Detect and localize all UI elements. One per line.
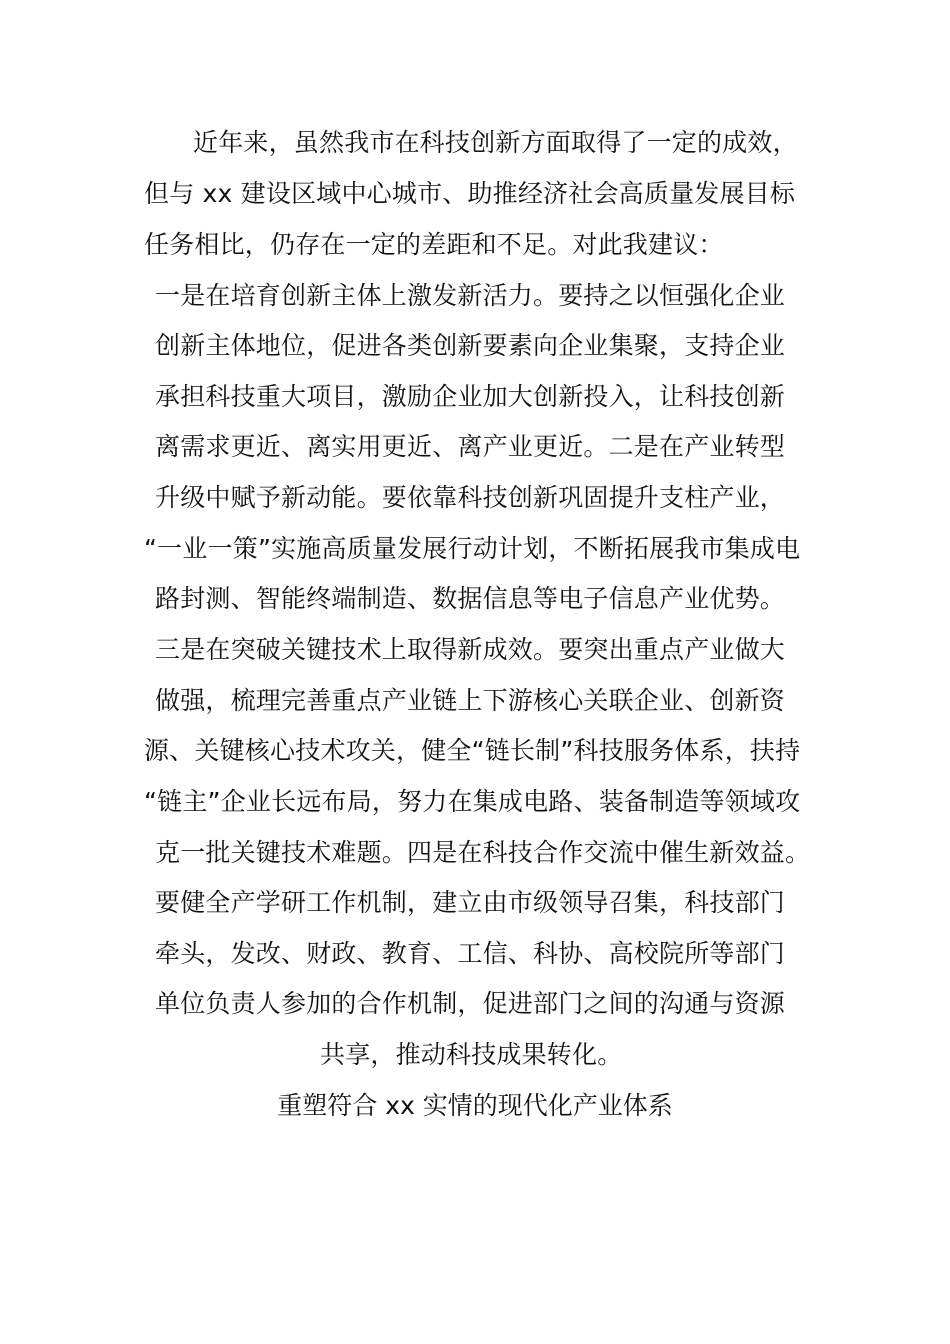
paragraph-line-8: 升级中赋予新动能。要依靠科技创新巩固提升支柱产业， <box>155 483 786 512</box>
paragraph-line-7: 离需求更近、离实用更近、离产业更近。二是在产业转型 <box>155 432 786 461</box>
paragraph-line-9: “一业一策”实施高质量发展行动计划，不断拓展我市集成电 <box>144 534 801 563</box>
section-heading: 重塑符合 xx 实情的现代化产业体系 <box>277 1091 673 1120</box>
paragraph-line-3: 任务相比，仍存在一定的差距和不足。对此我建议： <box>144 230 724 259</box>
paragraph-line-12: 做强，梳理完善重点产业链上下游核心关联企业、创新资 <box>155 686 786 715</box>
paragraph-line-2: 但与 xx 建设区域中心城市、助推经济社会高质量发展目标 <box>144 179 796 208</box>
paragraph-line-18: 单位负责人参加的合作机制，促进部门之间的沟通与资源 <box>155 989 786 1018</box>
paragraph-line-14: “链主”企业长远布局，努力在集成电路、装备制造等领域攻 <box>144 787 801 816</box>
paragraph-line-17: 牵头，发改、财政、教育、工信、科协、高校院所等部门 <box>155 939 786 968</box>
paragraph-line-10: 路封测、智能终端制造、数据信息等电子信息产业优势。 <box>155 584 786 613</box>
paragraph-line-15: 克一批关键技术难题。四是在科技合作交流中催生新效益。 <box>155 838 811 867</box>
paragraph-line-11: 三是在突破关键技术上取得新成效。要突出重点产业做大 <box>155 635 786 664</box>
paragraph-line-1: 近年来，虽然我市在科技创新方面取得了一定的成效， <box>193 128 798 157</box>
paragraph-line-16: 要健全产学研工作机制，建立由市级领导召集，科技部门 <box>155 888 786 917</box>
paragraph-line-13: 源、关键核心技术攻关，健全“链长制”科技服务体系，扶持 <box>144 736 801 765</box>
paragraph-line-4: 一是在培育创新主体上激发新活力。要持之以恒强化企业 <box>155 281 786 310</box>
paragraph-line-19: 共享，推动科技成果转化。 <box>320 1040 623 1069</box>
paragraph-line-5: 创新主体地位，促进各类创新要素向企业集聚，支持企业 <box>155 331 786 360</box>
paragraph-line-6: 承担科技重大项目，激励企业加大创新投入，让科技创新 <box>155 382 786 411</box>
